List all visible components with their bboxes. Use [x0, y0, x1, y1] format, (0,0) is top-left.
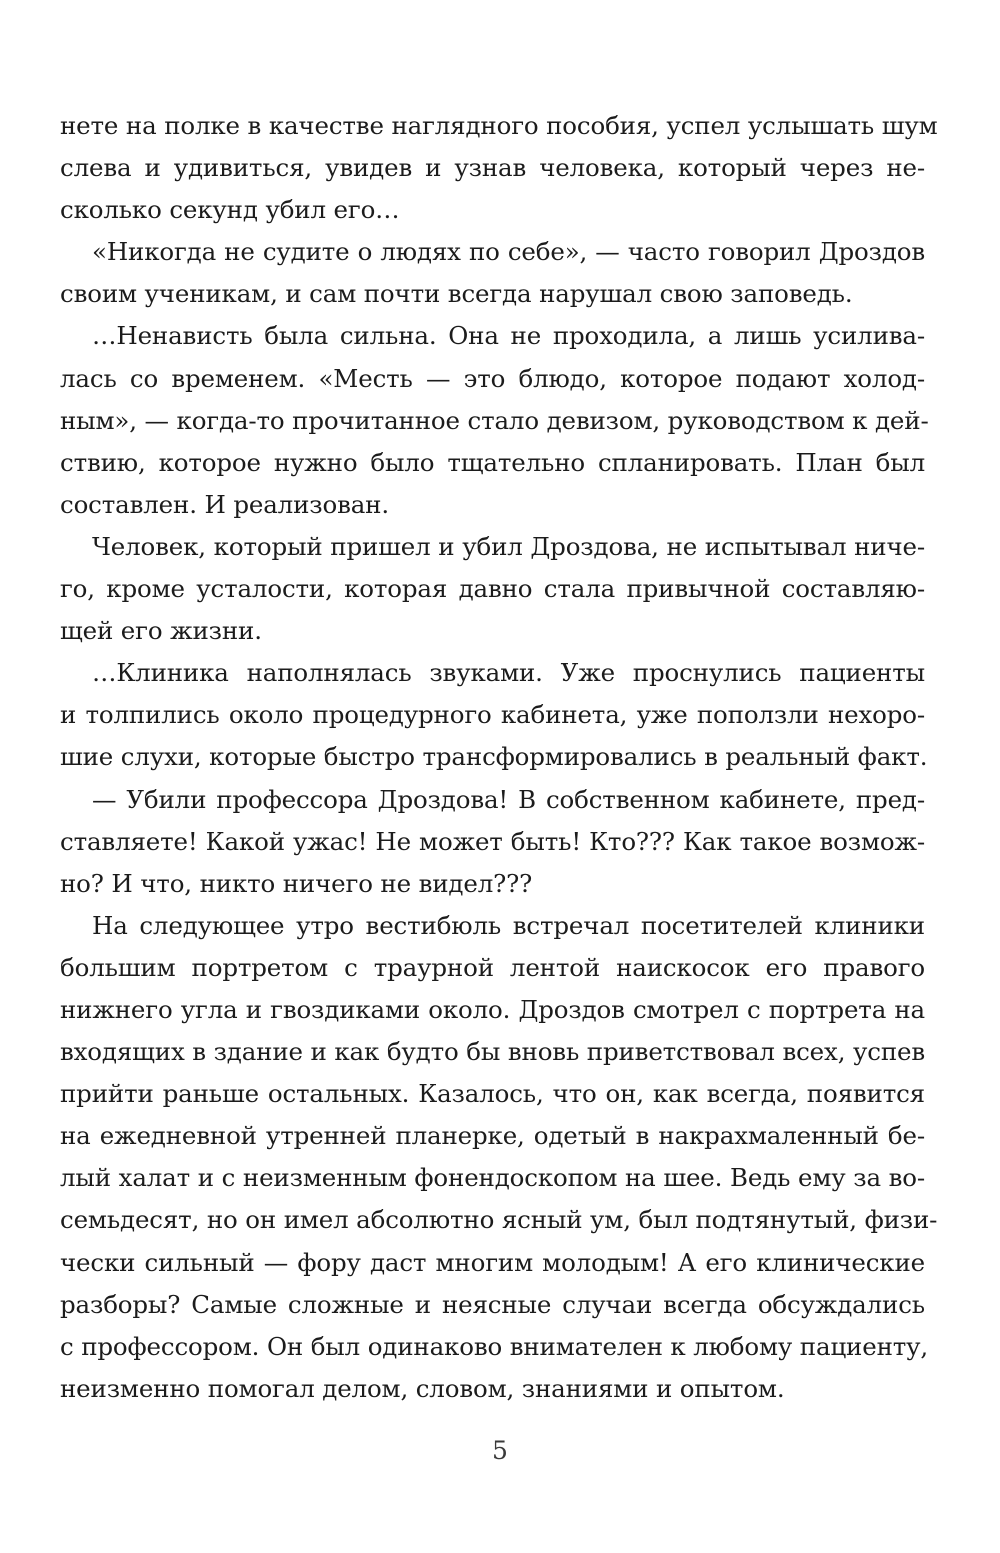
text-line: на ежедневной утренней планерке, одетый в накрахмаленный бе-	[60, 1121, 925, 1151]
text-line: ствию, которое нужно было тщательно спланировать. План был	[60, 447, 925, 477]
text-line: нете на полке в качестве наглядного пособия, успел услышать шум	[60, 111, 938, 140]
text-line: ставляете! Какой ужас! Не может быть! Кто??? Как такое возмож-	[60, 826, 925, 856]
text-line: слева и удивиться, увидев и узнав человека, который через не-	[60, 153, 925, 183]
text-line: прийти раньше остальных. Казалось, что он, как всегда, появится	[60, 1079, 925, 1109]
text-line: …Клиника наполнялась звуками. Уже проснулись пациенты	[92, 658, 925, 688]
text-line: сколько секунд убил его…	[60, 195, 400, 225]
text-line: На следующее утро вестибюль встречал посетителей клиники	[92, 910, 925, 940]
text-line: го, кроме усталости, которая давно стала привычной составляю-	[60, 574, 925, 604]
text-line: разборы? Самые сложные и неясные случаи всегда обсуждались	[60, 1289, 925, 1319]
text-line: входящих в здание и как будто бы вновь приветствовал всех, успев	[60, 1037, 925, 1067]
text-line: большим портретом с траурной лентой наискосок его правого	[60, 952, 925, 982]
text-line: шие слухи, которые быстро трансформировались в реальный факт.	[60, 742, 928, 772]
page-number: 5	[492, 1436, 508, 1465]
text-line: лый халат и с неизменным фонендоскопом на шее. Ведь ему за во-	[60, 1163, 925, 1193]
text-line: и толпились около процедурного кабинета, уже поползли нехоро-	[60, 700, 925, 730]
text-line: чески сильный — фору даст многим молодым! А его клинические	[60, 1247, 925, 1277]
text-line: лась со временем. «Месть — это блюдо, которое подают холод-	[60, 363, 925, 393]
text-line: Человек, который пришел и убил Дроздова, не испытывал ниче-	[92, 531, 925, 561]
text-line: ным», — когда-то прочитанное стало девизом, руководством к дей-	[60, 405, 929, 435]
text-line: щей его жизни.	[60, 616, 262, 646]
text-line: но? И что, никто ничего не видел???	[60, 868, 533, 898]
text-line: своим ученикам, и сам почти всегда нарушал свою заповедь.	[60, 279, 853, 309]
page-text	[60, 105, 938, 1410]
text-line: нижнего угла и гвоздиками около. Дроздов смотрел с портрета на	[60, 994, 925, 1024]
text-line: …Ненависть была сильна. Она не проходила, а лишь усилива-	[92, 321, 925, 351]
text-line: «Никогда не судите о людях по себе», — часто говорил Дроздов	[92, 237, 925, 267]
text-line: — Убили профессора Дроздова! В собственном кабинете, пред-	[92, 784, 925, 814]
text-line: с профессором. Он был одинаково внимателен к любому пациенту,	[60, 1331, 929, 1361]
text-line: неизменно помогал делом, словом, знаниями и опытом.	[60, 1373, 785, 1403]
text-line: составлен. И реализован.	[60, 489, 389, 519]
text-line: семьдесят, но он имел абсолютно ясный ум, был подтянутый, физи-	[60, 1205, 938, 1235]
